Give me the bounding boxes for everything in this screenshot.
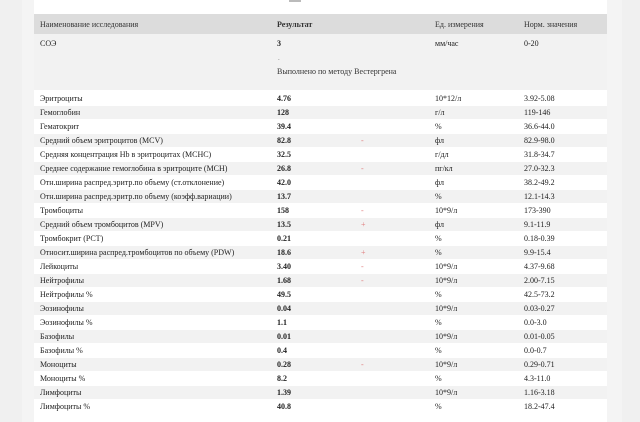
row-result: 0.04: [277, 304, 291, 313]
row-result: 8.2: [277, 374, 287, 383]
row-result: 18.6: [277, 248, 291, 257]
row-unit: %: [435, 192, 442, 201]
row-unit: фл: [435, 178, 444, 187]
row-unit: %: [435, 318, 442, 327]
row-norm: 1.16-3.18: [524, 388, 555, 397]
row-result: 1.68: [277, 276, 291, 285]
table-row: [34, 176, 607, 189]
row-norm: 119-146: [524, 108, 551, 117]
row-result: 1.39: [277, 388, 291, 397]
row-name: Среднее содержание гемоглобина в эритроците (MCH): [40, 164, 228, 173]
table-row: [34, 218, 607, 231]
page-margin-right: [622, 0, 640, 422]
row-norm: 42.5-73.2: [524, 290, 555, 299]
row-norm: 2.00-7.15: [524, 276, 555, 285]
table-row: [34, 274, 607, 287]
table-row: [34, 120, 607, 133]
row-unit: пг/кл: [435, 164, 453, 173]
row-norm: 9.9-15.4: [524, 248, 551, 257]
table-row: [34, 162, 607, 175]
row-unit: 10*9/л: [435, 332, 458, 341]
soe-unit: мм/час: [435, 39, 459, 48]
row-norm: 0.18-0.39: [524, 234, 555, 243]
row-unit: 10*9/л: [435, 388, 458, 397]
row-flag: +: [361, 220, 366, 229]
table-row: [34, 330, 607, 343]
row-unit: г/дл: [435, 150, 449, 159]
row-result: 158: [277, 206, 289, 215]
row-name: Средний объем эритроцитов (MCV): [40, 136, 163, 145]
row-norm: 82.9-98.0: [524, 136, 555, 145]
row-norm: 27.0-32.3: [524, 164, 555, 173]
header-norm: Норм. значения: [524, 20, 578, 29]
row-flag: -: [361, 262, 364, 271]
header-unit: Ед. измерения: [435, 20, 484, 29]
row-name: Лимфоциты: [40, 388, 82, 397]
row-result: 128: [277, 108, 289, 117]
soe-method-note: Выполнено по методу Вестергрена: [277, 67, 397, 76]
row-name: Базофилы %: [40, 346, 83, 355]
table-row: [34, 358, 607, 371]
row-name: Эозинофилы %: [40, 318, 93, 327]
row-norm: 9.1-11.9: [524, 220, 551, 229]
row-name: Базофилы: [40, 332, 75, 341]
row-result: 0.01: [277, 332, 291, 341]
row-norm: 18.2-47.4: [524, 402, 555, 411]
table-row: [34, 316, 607, 329]
row-norm: 0.0-0.7: [524, 346, 547, 355]
row-name: Эозинофилы: [40, 304, 84, 313]
table-row: [34, 400, 607, 413]
row-name: Моноциты: [40, 360, 77, 369]
row-name: Лимфоциты %: [40, 402, 91, 411]
row-unit: %: [435, 402, 442, 411]
row-result: 32.5: [277, 150, 291, 159]
page-margin-left: [0, 0, 22, 422]
row-name: Тромбоциты: [40, 206, 83, 215]
row-name: Средний объем тромбоцитов (MPV): [40, 220, 164, 229]
row-result: 0.21: [277, 234, 291, 243]
row-norm: 0.0-3.0: [524, 318, 547, 327]
row-name: Относит.ширина распред.тромбоцитов по объему (PDW): [40, 248, 235, 257]
soe-name: СОЭ: [40, 39, 57, 48]
row-name: Отн.ширина распред.эритр.по объему (ст.отклонение): [40, 178, 225, 187]
row-result: 0.4: [277, 346, 287, 355]
table-row: [34, 288, 607, 301]
row-norm: 31.8-34.7: [524, 150, 555, 159]
soe-dot: .: [278, 54, 280, 62]
row-unit: фл: [435, 220, 444, 229]
row-norm: 4.3-11.0: [524, 374, 551, 383]
table-row: [34, 302, 607, 315]
row-unit: фл: [435, 136, 444, 145]
row-norm: 4.37-9.68: [524, 262, 555, 271]
row-name: Тромбокрит (PCT): [40, 234, 104, 243]
row-norm: 36.6-44.0: [524, 122, 555, 131]
row-flag: -: [361, 276, 364, 285]
row-unit: %: [435, 122, 442, 131]
row-norm: 3.92-5.08: [524, 94, 555, 103]
row-name: Нейтрофилы %: [40, 290, 93, 299]
top-strip: [34, 0, 607, 14]
row-result: 40.8: [277, 402, 291, 411]
row-unit: 10*9/л: [435, 360, 458, 369]
row-unit: 10*9/л: [435, 276, 458, 285]
soe-row: [34, 34, 607, 90]
row-flag: -: [361, 164, 364, 173]
row-flag: -: [361, 206, 364, 215]
row-flag: -: [361, 136, 364, 145]
row-unit: %: [435, 290, 442, 299]
row-name: Эритроциты: [40, 94, 83, 103]
row-result: 13.5: [277, 220, 291, 229]
row-result: 82.8: [277, 136, 291, 145]
row-norm: 0.01-0.05: [524, 332, 555, 341]
row-flag: +: [361, 248, 366, 257]
row-name: Гемоглобин: [40, 108, 81, 117]
table-row: [34, 106, 607, 119]
row-flag: -: [361, 360, 364, 369]
row-result: 4.76: [277, 94, 291, 103]
row-result: 1.1: [277, 318, 287, 327]
row-unit: 10*9/л: [435, 262, 458, 271]
row-result: 42.0: [277, 178, 291, 187]
table-row: [34, 92, 607, 105]
row-norm: 38.2-49.2: [524, 178, 555, 187]
row-unit: %: [435, 248, 442, 257]
row-result: 13.7: [277, 192, 291, 201]
header-result: Результат: [277, 20, 313, 29]
row-unit: %: [435, 234, 442, 243]
row-name: Нейтрофилы: [40, 276, 85, 285]
table-row: [34, 246, 607, 259]
table-row: [34, 260, 607, 273]
row-unit: 10*12/л: [435, 94, 462, 103]
row-result: 39.4: [277, 122, 291, 131]
row-unit: 10*9/л: [435, 304, 458, 313]
table-row: [34, 372, 607, 385]
table-header: [34, 14, 607, 34]
results-sheet: [34, 0, 607, 422]
cropped-text-fragment: [289, 0, 301, 2]
table-row: [34, 148, 607, 161]
table-row: [34, 134, 607, 147]
row-norm: 173-390: [524, 206, 551, 215]
row-result: 49.5: [277, 290, 291, 299]
row-result: 3.40: [277, 262, 291, 271]
header-name: Наименование исследования: [40, 20, 139, 29]
table-row: [34, 386, 607, 399]
row-name: Средняя концентрация Hb в эритроцитах (MCHC): [40, 150, 212, 159]
row-norm: 12.1-14.3: [524, 192, 555, 201]
row-unit: г/л: [435, 108, 445, 117]
table-row: [34, 204, 607, 217]
table-row: [34, 344, 607, 357]
row-unit: 10*9/л: [435, 206, 458, 215]
table-row: [34, 190, 607, 203]
row-unit: %: [435, 374, 442, 383]
row-result: 0.28: [277, 360, 291, 369]
row-name: Гематокрит: [40, 122, 79, 131]
row-unit: %: [435, 346, 442, 355]
row-norm: 0.29-0.71: [524, 360, 555, 369]
table-row: [34, 232, 607, 245]
row-result: 26.8: [277, 164, 291, 173]
row-name: Лейкоциты: [40, 262, 79, 271]
row-name: Отн.ширина распред.эритр.по объему (коэфф.вариации): [40, 192, 232, 201]
soe-result: 3: [277, 39, 281, 48]
row-name: Моноциты %: [40, 374, 86, 383]
row-norm: 0.03-0.27: [524, 304, 555, 313]
soe-norm: 0-20: [524, 39, 539, 48]
